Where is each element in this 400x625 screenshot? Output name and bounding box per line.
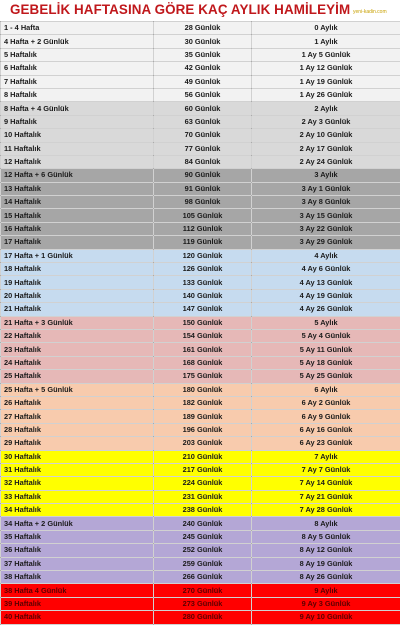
week-cell: 10 Haftalık	[1, 129, 154, 142]
months-cell: 3 Aylık	[252, 169, 400, 182]
page-title: GEBELİK HAFTASINA GÖRE KAÇ AYLIK HAMİLEYİM	[10, 2, 350, 17]
months-cell: 2 Aylık	[252, 102, 400, 115]
days-cell: 91 Günlük	[154, 182, 252, 195]
table-row	[1, 356, 400, 369]
week-cell: 21 Haftalık	[1, 303, 154, 316]
table-row	[1, 396, 400, 409]
week-cell: 30 Haftalık	[1, 450, 154, 463]
table-row	[1, 517, 400, 530]
table-row	[1, 289, 400, 302]
table-row	[1, 75, 400, 88]
days-cell: 147 Günlük	[154, 303, 252, 316]
table-row	[1, 437, 400, 450]
week-cell: 12 Hafta + 6 Günlük	[1, 169, 154, 182]
table-row	[1, 463, 400, 476]
days-cell: 168 Günlük	[154, 356, 252, 369]
months-cell: 8 Ay 26 Günlük	[252, 571, 400, 584]
months-cell: 4 Ay 13 Günlük	[252, 276, 400, 289]
table-row	[1, 88, 400, 101]
week-cell: 22 Haftalık	[1, 329, 154, 342]
days-cell: 231 Günlük	[154, 490, 252, 503]
months-cell: 1 Ay 5 Günlük	[252, 48, 400, 61]
days-cell: 266 Günlük	[154, 571, 252, 584]
days-cell: 98 Günlük	[154, 196, 252, 209]
table-row	[1, 303, 400, 316]
table-row	[1, 329, 400, 342]
week-cell: 32 Haftalık	[1, 477, 154, 490]
pregnancy-week-table	[0, 21, 400, 625]
week-cell: 39 Haftalık	[1, 597, 154, 610]
months-cell: 5 Ay 25 Günlük	[252, 370, 400, 383]
table-row	[1, 544, 400, 557]
week-cell: 35 Haftalık	[1, 530, 154, 543]
days-cell: 105 Günlük	[154, 209, 252, 222]
week-cell: 12 Haftalık	[1, 155, 154, 168]
table-row	[1, 571, 400, 584]
months-cell: 7 Aylık	[252, 450, 400, 463]
table-row	[1, 504, 400, 517]
months-cell: 6 Ay 16 Günlük	[252, 423, 400, 436]
months-cell: 3 Ay 8 Günlük	[252, 196, 400, 209]
days-cell: 63 Günlük	[154, 115, 252, 128]
week-cell: 11 Haftalık	[1, 142, 154, 155]
table-row	[1, 383, 400, 396]
week-cell: 8 Hafta + 4 Günlük	[1, 102, 154, 115]
days-cell: 150 Günlük	[154, 316, 252, 329]
days-cell: 56 Günlük	[154, 88, 252, 101]
months-cell: 4 Ay 6 Günlük	[252, 263, 400, 276]
months-cell: 4 Ay 26 Günlük	[252, 303, 400, 316]
table-row	[1, 222, 400, 235]
table-row	[1, 48, 400, 61]
days-cell: 196 Günlük	[154, 423, 252, 436]
week-cell: 8 Haftalık	[1, 88, 154, 101]
months-cell: 3 Ay 1 Günlük	[252, 182, 400, 195]
days-cell: 189 Günlük	[154, 410, 252, 423]
days-cell: 259 Günlük	[154, 557, 252, 570]
months-cell: 0 Aylık	[252, 22, 400, 35]
week-cell: 37 Haftalık	[1, 557, 154, 570]
months-cell: 6 Ay 23 Günlük	[252, 437, 400, 450]
months-cell: 1 Aylık	[252, 35, 400, 48]
months-cell: 2 Ay 24 Günlük	[252, 155, 400, 168]
months-cell: 7 Ay 21 Günlük	[252, 490, 400, 503]
months-cell: 6 Ay 9 Günlük	[252, 410, 400, 423]
table-row	[1, 155, 400, 168]
week-cell: 25 Haftalık	[1, 370, 154, 383]
months-cell: 2 Ay 10 Günlük	[252, 129, 400, 142]
days-cell: 280 Günlük	[154, 611, 252, 624]
table-row	[1, 129, 400, 142]
table-row	[1, 316, 400, 329]
days-cell: 140 Günlük	[154, 289, 252, 302]
days-cell: 84 Günlük	[154, 155, 252, 168]
months-cell: 9 Ay 10 Günlük	[252, 611, 400, 624]
days-cell: 133 Günlük	[154, 276, 252, 289]
week-cell: 21 Hafta + 3 Günlük	[1, 316, 154, 329]
months-cell: 7 Ay 28 Günlük	[252, 504, 400, 517]
week-cell: 24 Haftalık	[1, 356, 154, 369]
days-cell: 42 Günlük	[154, 62, 252, 75]
days-cell: 224 Günlük	[154, 477, 252, 490]
months-cell: 8 Ay 19 Günlük	[252, 557, 400, 570]
week-cell: 34 Haftalık	[1, 504, 154, 517]
week-cell: 29 Haftalık	[1, 437, 154, 450]
days-cell: 126 Günlük	[154, 263, 252, 276]
table-row	[1, 263, 400, 276]
months-cell: 8 Ay 5 Günlük	[252, 530, 400, 543]
days-cell: 203 Günlük	[154, 437, 252, 450]
week-cell: 23 Haftalık	[1, 343, 154, 356]
table-row	[1, 530, 400, 543]
days-cell: 60 Günlük	[154, 102, 252, 115]
days-cell: 273 Günlük	[154, 597, 252, 610]
days-cell: 217 Günlük	[154, 463, 252, 476]
days-cell: 238 Günlük	[154, 504, 252, 517]
table-row	[1, 597, 400, 610]
months-cell: 5 Aylık	[252, 316, 400, 329]
days-cell: 161 Günlük	[154, 343, 252, 356]
title-bar	[0, 0, 400, 21]
week-cell: 34 Hafta + 2 Günlük	[1, 517, 154, 530]
table-row	[1, 196, 400, 209]
week-cell: 20 Haftalık	[1, 289, 154, 302]
week-cell: 17 Hafta + 1 Günlük	[1, 249, 154, 262]
days-cell: 119 Günlük	[154, 236, 252, 249]
days-cell: 270 Günlük	[154, 584, 252, 597]
table-row	[1, 557, 400, 570]
days-cell: 154 Günlük	[154, 329, 252, 342]
table-row	[1, 410, 400, 423]
days-cell: 30 Günlük	[154, 35, 252, 48]
table-row	[1, 209, 400, 222]
week-cell: 9 Haftalık	[1, 115, 154, 128]
months-cell: 2 Ay 3 Günlük	[252, 115, 400, 128]
table-row	[1, 249, 400, 262]
table-row	[1, 142, 400, 155]
week-cell: 31 Haftalık	[1, 463, 154, 476]
week-cell: 40 Haftalık	[1, 611, 154, 624]
days-cell: 175 Günlük	[154, 370, 252, 383]
months-cell: 3 Ay 15 Günlük	[252, 209, 400, 222]
table-row	[1, 611, 400, 624]
months-cell: 9 Aylık	[252, 584, 400, 597]
months-cell: 7 Ay 7 Günlük	[252, 463, 400, 476]
table-row	[1, 477, 400, 490]
days-cell: 112 Günlük	[154, 222, 252, 235]
days-cell: 240 Günlük	[154, 517, 252, 530]
week-cell: 4 Hafta + 2 Günlük	[1, 35, 154, 48]
months-cell: 5 Ay 11 Günlük	[252, 343, 400, 356]
months-cell: 4 Ay 19 Günlük	[252, 289, 400, 302]
months-cell: 8 Ay 12 Günlük	[252, 544, 400, 557]
months-cell: 9 Ay 3 Günlük	[252, 597, 400, 610]
days-cell: 49 Günlük	[154, 75, 252, 88]
months-cell: 1 Ay 26 Günlük	[252, 88, 400, 101]
months-cell: 3 Ay 29 Günlük	[252, 236, 400, 249]
table-row	[1, 370, 400, 383]
months-cell: 1 Ay 12 Günlük	[252, 62, 400, 75]
days-cell: 252 Günlük	[154, 544, 252, 557]
week-cell: 15 Haftalık	[1, 209, 154, 222]
table-row	[1, 22, 400, 35]
table-row	[1, 102, 400, 115]
week-cell: 27 Haftalık	[1, 410, 154, 423]
table-row	[1, 423, 400, 436]
table-row	[1, 343, 400, 356]
days-cell: 35 Günlük	[154, 48, 252, 61]
week-cell: 33 Haftalık	[1, 490, 154, 503]
week-cell: 28 Haftalık	[1, 423, 154, 436]
table-row	[1, 62, 400, 75]
table-row	[1, 182, 400, 195]
days-cell: 28 Günlük	[154, 22, 252, 35]
months-cell: 6 Aylık	[252, 383, 400, 396]
week-cell: 17 Haftalık	[1, 236, 154, 249]
week-cell: 13 Haftalık	[1, 182, 154, 195]
table-body	[1, 22, 400, 625]
week-cell: 16 Haftalık	[1, 222, 154, 235]
months-cell: 7 Ay 14 Günlük	[252, 477, 400, 490]
week-cell: 7 Haftalık	[1, 75, 154, 88]
table-row	[1, 450, 400, 463]
table-row	[1, 35, 400, 48]
months-cell: 5 Ay 18 Günlük	[252, 356, 400, 369]
week-cell: 26 Haftalık	[1, 396, 154, 409]
months-cell: 6 Ay 2 Günlük	[252, 396, 400, 409]
week-cell: 18 Haftalık	[1, 263, 154, 276]
days-cell: 120 Günlük	[154, 249, 252, 262]
week-cell: 6 Haftalık	[1, 62, 154, 75]
table-row	[1, 236, 400, 249]
week-cell: 1 - 4 Hafta	[1, 22, 154, 35]
days-cell: 70 Günlük	[154, 129, 252, 142]
days-cell: 90 Günlük	[154, 169, 252, 182]
week-cell: 38 Haftalık	[1, 571, 154, 584]
months-cell: 4 Aylık	[252, 249, 400, 262]
table-row	[1, 115, 400, 128]
months-cell: 8 Aylık	[252, 517, 400, 530]
week-cell: 38 Hafta 4 Günlük	[1, 584, 154, 597]
days-cell: 245 Günlük	[154, 530, 252, 543]
table-row	[1, 169, 400, 182]
table-row	[1, 276, 400, 289]
watermark: yeni-kadin.com	[353, 9, 387, 15]
months-cell: 5 Ay 4 Günlük	[252, 329, 400, 342]
week-cell: 19 Haftalık	[1, 276, 154, 289]
months-cell: 2 Ay 17 Günlük	[252, 142, 400, 155]
months-cell: 1 Ay 19 Günlük	[252, 75, 400, 88]
days-cell: 210 Günlük	[154, 450, 252, 463]
days-cell: 180 Günlük	[154, 383, 252, 396]
week-cell: 25 Hafta + 5 Günlük	[1, 383, 154, 396]
week-cell: 14 Haftalık	[1, 196, 154, 209]
days-cell: 77 Günlük	[154, 142, 252, 155]
week-cell: 36 Haftalık	[1, 544, 154, 557]
table-row	[1, 490, 400, 503]
days-cell: 182 Günlük	[154, 396, 252, 409]
months-cell: 3 Ay 22 Günlük	[252, 222, 400, 235]
week-cell: 5 Haftalık	[1, 48, 154, 61]
